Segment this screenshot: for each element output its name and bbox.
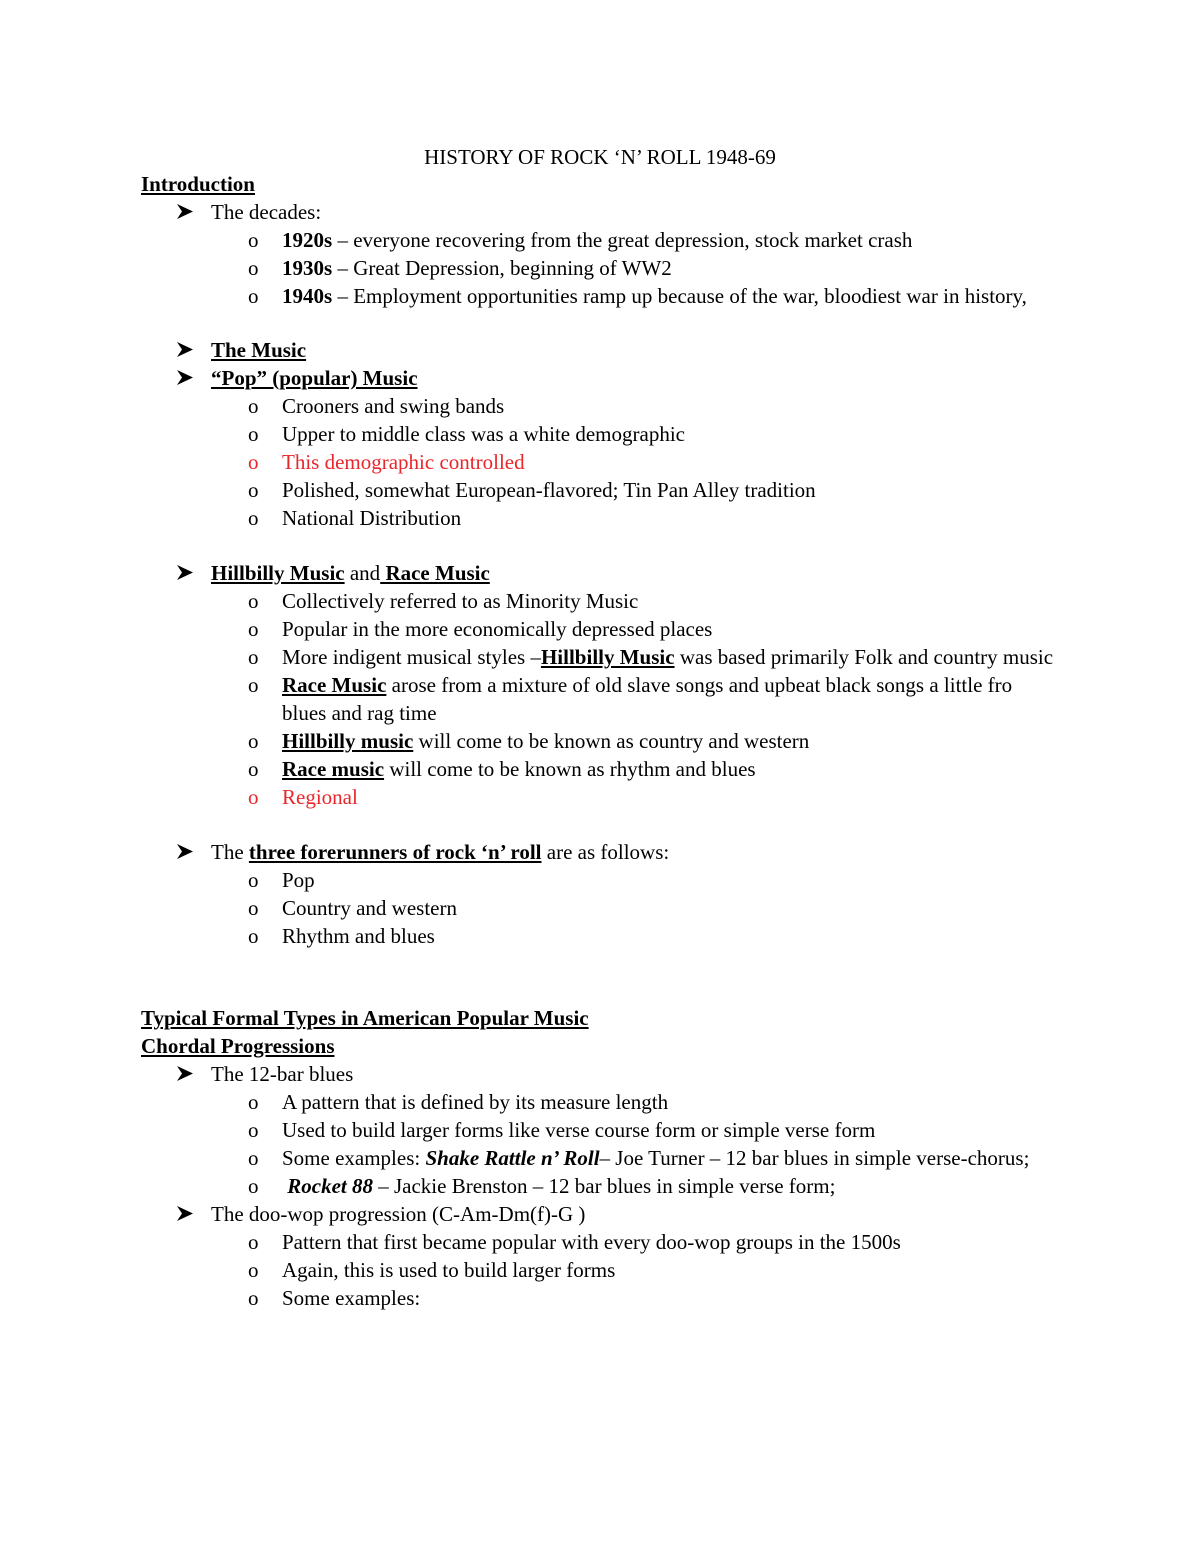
circle-bullet-icon: o xyxy=(248,617,259,641)
list-item xyxy=(141,1172,1061,1200)
list-item xyxy=(141,1144,1061,1172)
pop-item-text: National Distribution xyxy=(282,506,462,530)
forerunner-item: Country and western xyxy=(282,896,457,920)
decade-text: – Great Depression, beginning of WW2 xyxy=(332,256,672,280)
circle-bullet-icon: o xyxy=(248,256,259,280)
hillbilly-term: Hillbilly Music xyxy=(540,645,675,669)
doowop-item-text: Some examples: xyxy=(282,1286,421,1310)
race-term: Race Music xyxy=(282,673,387,697)
arrow-bullet-icon xyxy=(177,838,199,866)
circle-bullet-icon: o xyxy=(248,589,259,613)
arrow-bullet-icon xyxy=(177,1060,199,1088)
list-item xyxy=(141,336,1061,364)
list-item xyxy=(141,1284,1061,1312)
arrow-bullet-icon xyxy=(177,559,199,587)
circle-bullet-icon: o xyxy=(248,450,259,474)
hillbilly-item-text: was based primarily Folk and country music xyxy=(674,645,1054,669)
list-item xyxy=(141,643,1061,671)
list-item xyxy=(141,504,1061,532)
doowop-label: The doo-wop progression (C-Am-Dm(f)-G ) xyxy=(211,1202,586,1226)
section-heading-chordal-progressions: Chordal Progressions xyxy=(141,1034,335,1058)
section-heading-pop-music: “Pop” (popular) Music xyxy=(211,366,418,390)
song-title: Rocket 88 xyxy=(287,1174,373,1198)
pop-item-text: Polished, somewhat European-flavored; Tin Pan Alley tradition xyxy=(282,478,816,502)
list-item xyxy=(141,392,1061,420)
arrow-bullet-icon xyxy=(177,1200,199,1228)
circle-bullet-icon: o xyxy=(248,1118,259,1142)
circle-bullet-icon: o xyxy=(248,422,259,446)
list-item xyxy=(141,922,1061,950)
circle-bullet-icon: o xyxy=(248,785,259,809)
circle-bullet-icon: o xyxy=(248,1258,259,1282)
hillbilly-item-text: Collectively referred to as Minority Music xyxy=(282,589,639,613)
list-item xyxy=(141,615,1061,643)
hillbilly-item-text: arose from a mixture of old slave songs and upbeat black songs a little fro blues and rag time xyxy=(282,673,1013,725)
decades-label: The decades: xyxy=(211,200,322,224)
document-body xyxy=(141,170,1061,1312)
doowop-item-text: Pattern that first became popular with every doo-wop groups in the 1500s xyxy=(282,1230,901,1254)
list-item xyxy=(141,755,1061,783)
circle-bullet-icon: o xyxy=(248,394,259,418)
forerunner-item: Rhythm and blues xyxy=(282,924,435,948)
circle-bullet-icon: o xyxy=(248,729,259,753)
list-item xyxy=(141,282,1061,310)
circle-bullet-icon: o xyxy=(248,1146,259,1170)
list-item xyxy=(141,783,1061,811)
decade-label: 1920s xyxy=(282,228,333,252)
decade-label: 1930s xyxy=(282,256,333,280)
hillbilly-item-text-highlighted: Regional xyxy=(282,785,358,809)
list-item xyxy=(141,1060,1061,1088)
document-title: HISTORY OF ROCK ‘N’ ROLL 1948-69 xyxy=(424,145,776,169)
circle-bullet-icon: o xyxy=(248,228,259,252)
section-heading-formal-types: Typical Formal Types in American Popular Music xyxy=(141,1006,589,1030)
list-item xyxy=(141,448,1061,476)
list-item xyxy=(141,1228,1061,1256)
list-item xyxy=(141,866,1061,894)
decade-text: – Employment opportunities ramp up because of the war, bloodiest war in history, xyxy=(332,284,1027,308)
arrow-bullet-icon xyxy=(177,364,199,392)
pop-item-text: Crooners and swing bands xyxy=(282,394,505,418)
list-item xyxy=(141,671,1061,727)
arrow-bullet-icon xyxy=(177,198,199,226)
blues-label: The 12-bar blues xyxy=(211,1062,354,1086)
example-text: – Joe Turner – 12 bar blues in simple verse-chorus; xyxy=(599,1146,1030,1170)
blues-item-text: A pattern that is defined by its measure length xyxy=(282,1090,669,1114)
list-item xyxy=(141,226,1061,254)
heading-connector: and xyxy=(344,561,381,585)
circle-bullet-icon: o xyxy=(248,1230,259,1254)
circle-bullet-icon: o xyxy=(248,673,259,697)
hillbilly-item-text: will come to be known as rhythm and blues xyxy=(384,757,756,781)
blues-item-text: Used to build larger forms like verse course form or simple verse form xyxy=(282,1118,876,1142)
circle-bullet-icon: o xyxy=(248,757,259,781)
section-heading-race: Race Music xyxy=(380,561,490,585)
list-item xyxy=(141,476,1061,504)
song-title: Shake Rattle n’ Roll xyxy=(425,1146,600,1170)
circle-bullet-icon: o xyxy=(248,1090,259,1114)
list-item xyxy=(141,198,1061,226)
list-item xyxy=(141,1116,1061,1144)
pop-item-text: Upper to middle class was a white demographic xyxy=(282,422,685,446)
list-item xyxy=(141,559,1061,587)
circle-bullet-icon: o xyxy=(248,896,259,920)
list-item xyxy=(141,587,1061,615)
section-heading-the-music: The Music xyxy=(211,338,307,362)
list-item xyxy=(141,1088,1061,1116)
hillbilly-term: Hillbilly music xyxy=(282,729,414,753)
circle-bullet-icon: o xyxy=(248,506,259,530)
hillbilly-item-text: will come to be known as country and western xyxy=(413,729,810,753)
forerunner-item: Pop xyxy=(282,868,315,892)
circle-bullet-icon: o xyxy=(248,1286,259,1310)
section-heading-introduction: Introduction xyxy=(141,172,255,196)
list-item xyxy=(141,1256,1061,1284)
circle-bullet-icon: o xyxy=(248,284,259,308)
example-text: – Jackie Brenston – 12 bar blues in simple verse form; xyxy=(372,1174,836,1198)
pop-item-text-highlighted: This demographic controlled xyxy=(282,450,525,474)
list-item xyxy=(141,420,1061,448)
circle-bullet-icon: o xyxy=(248,645,259,669)
section-heading-hillbilly: Hillbilly Music xyxy=(211,561,345,585)
circle-bullet-icon: o xyxy=(248,478,259,502)
forerunners-text: The xyxy=(211,840,249,864)
list-item xyxy=(141,838,1061,866)
hillbilly-item-text: More indigent musical styles – xyxy=(282,645,541,669)
list-item xyxy=(141,727,1061,755)
arrow-bullet-icon xyxy=(177,336,199,364)
hillbilly-item-text: Popular in the more economically depressed places xyxy=(282,617,713,641)
list-item xyxy=(141,364,1061,392)
list-item xyxy=(141,894,1061,922)
doowop-item-text: Again, this is used to build larger forms xyxy=(282,1258,616,1282)
list-item xyxy=(141,254,1061,282)
decade-label: 1940s xyxy=(282,284,333,308)
circle-bullet-icon: o xyxy=(248,1174,259,1198)
circle-bullet-icon: o xyxy=(248,868,259,892)
decade-text: – everyone recovering from the great depression, stock market crash xyxy=(332,228,913,252)
example-text: Some examples: xyxy=(282,1146,426,1170)
circle-bullet-icon: o xyxy=(248,924,259,948)
race-term: Race music xyxy=(282,757,385,781)
forerunners-text: are as follows: xyxy=(541,840,670,864)
forerunners-term: three forerunners of rock ‘n’ roll xyxy=(248,840,542,864)
list-item xyxy=(141,1200,1061,1228)
